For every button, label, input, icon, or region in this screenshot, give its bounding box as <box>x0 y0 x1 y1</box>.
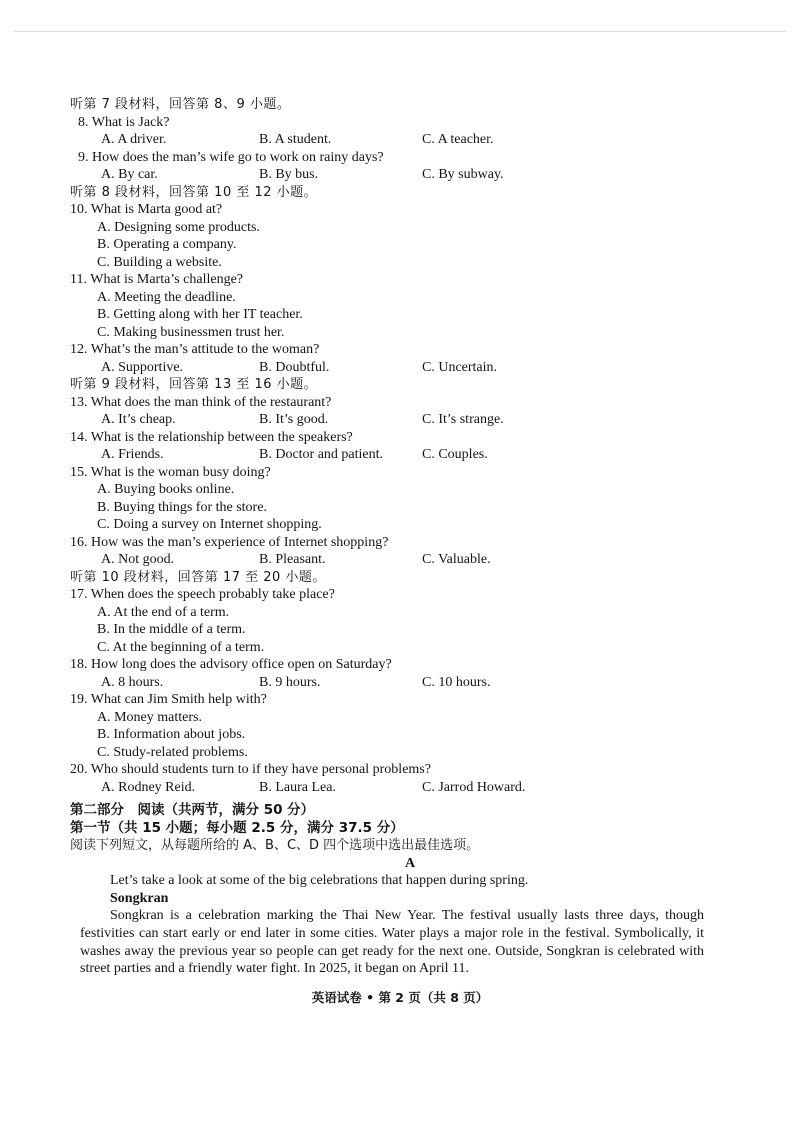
option-a: A. Supportive. <box>101 359 184 375</box>
option-c: C. By subway. <box>422 167 504 182</box>
option-a: A. It’s cheap. <box>101 412 176 427</box>
option-a: A. Meeting the deadline. <box>97 289 236 305</box>
section-heading: 听第 10 段材料，回答第 17 至 20 小题。 <box>70 569 326 585</box>
question-stem: 10. What is Marta good at? <box>70 202 223 217</box>
option-a: A. Designing some products. <box>97 219 260 235</box>
option-b: B. In the middle of a term. <box>97 622 246 637</box>
option-row <box>70 674 730 692</box>
option-b: B. Information about jobs. <box>97 727 246 742</box>
question-stem: 19. What can Jim Smith help with? <box>70 692 267 707</box>
page-top-border <box>14 31 786 32</box>
option-c: C. Building a website. <box>97 254 222 270</box>
section-heading: 听第 8 段材料，回答第 10 至 12 小题。 <box>70 184 318 200</box>
option-b: B. Doubtful. <box>259 359 330 375</box>
question-stem: 20. Who should students turn to if they have personal problems? <box>70 762 431 777</box>
exam-content <box>70 96 730 978</box>
question-stem: 17. When does the speech probably take place? <box>70 587 335 602</box>
option-c: C. Jarrod Howard. <box>422 779 526 795</box>
question-stem: 18. How long does the advisory office open on Saturday? <box>70 657 392 672</box>
question-stem: 16. How was the man’s experience of Internet shopping? <box>70 534 389 550</box>
question-stem: 8. What is Jack? <box>78 114 170 130</box>
option-c: C. Study-related problems. <box>97 744 248 760</box>
passage-label: A <box>404 855 416 871</box>
option-row <box>70 411 730 429</box>
option-b: B. Laura Lea. <box>259 779 336 795</box>
option-a: A. Money matters. <box>97 709 202 725</box>
option-c: C. It’s strange. <box>422 412 504 427</box>
page-footer: 英语试卷 • 第 2 页（共 8 页） <box>311 990 489 1005</box>
option-row <box>70 446 730 464</box>
question-stem: 13. What does the man think of the restaurant? <box>70 394 332 410</box>
option-b: B. It’s good. <box>259 412 329 427</box>
question-stem: 11. What is Marta’s challenge? <box>70 272 243 287</box>
option-c: C. 10 hours. <box>422 674 491 690</box>
question-stem: 12. What’s the man’s attitude to the woman? <box>70 342 320 357</box>
option-c: C. At the beginning of a term. <box>97 639 265 655</box>
option-b: B. Pleasant. <box>259 552 326 567</box>
reading-instruction: 阅读下列短文，从每题所给的 A、B、C、D 四个选项中选出最佳选项。 <box>70 838 480 853</box>
section-heading: 听第 7 段材料，回答第 8、9 小题。 <box>70 97 291 112</box>
option-row <box>70 166 730 184</box>
section-one-title: 第一节（共 15 小题；每小题 2.5 分，满分 37.5 分） <box>70 819 404 836</box>
option-row <box>70 131 730 149</box>
option-a: A. A driver. <box>101 132 167 147</box>
option-a: A. Not good. <box>101 552 175 567</box>
option-b: B. By bus. <box>259 167 319 182</box>
passage-subheading: Songkran <box>110 890 169 906</box>
passage-paragraph-text: Songkran is a celebration marking the Thai New Year. The festival usually lasts three days, though festivities can start early or end later in some cities. Water plays a major role in the festival. Symbolically, it washes away the previous year so people can get ready for the next one. Outside, Songkran is celebrated with street parties and a friendly water fight. In 2025, it began on April 11. <box>80 908 704 977</box>
option-row <box>70 779 730 797</box>
option-b: B. Doctor and patient. <box>259 447 384 462</box>
option-b: B. Operating a company. <box>97 237 237 252</box>
question-stem: 14. What is the relationship between the speakers? <box>70 429 353 445</box>
passage-paragraph <box>80 907 704 978</box>
option-a: A. By car. <box>101 167 158 182</box>
option-a: A. At the end of a term. <box>97 604 230 620</box>
option-c: C. Uncertain. <box>422 359 498 375</box>
option-b: B. Buying things for the store. <box>97 499 267 515</box>
option-c: C. Valuable. <box>422 552 491 567</box>
option-a: A. Buying books online. <box>97 482 235 497</box>
option-b: B. 9 hours. <box>259 674 321 690</box>
question-stem: 15. What is the woman busy doing? <box>70 464 271 480</box>
option-b: B. A student. <box>259 132 332 147</box>
option-b: B. Getting along with her IT teacher. <box>97 307 303 322</box>
option-c: C. Making businessmen trust her. <box>97 324 285 340</box>
passage-intro: Let’s take a look at some of the big celebrations that happen during spring. <box>110 873 529 888</box>
option-row <box>70 551 730 569</box>
section-heading: 听第 9 段材料，回答第 13 至 16 小题。 <box>70 377 318 392</box>
part-two-title: 第二部分 阅读（共两节，满分 50 分） <box>70 802 315 818</box>
option-a: A. Rodney Reid. <box>101 779 196 795</box>
question-stem: 9. How does the man’s wife go to work on rainy days? <box>78 149 384 165</box>
option-a: A. Friends. <box>101 447 164 462</box>
option-c: C. A teacher. <box>422 132 494 147</box>
option-c: C. Couples. <box>422 447 488 462</box>
option-a: A. 8 hours. <box>101 674 164 690</box>
option-c: C. Doing a survey on Internet shopping. <box>97 517 322 532</box>
option-row <box>70 359 730 377</box>
